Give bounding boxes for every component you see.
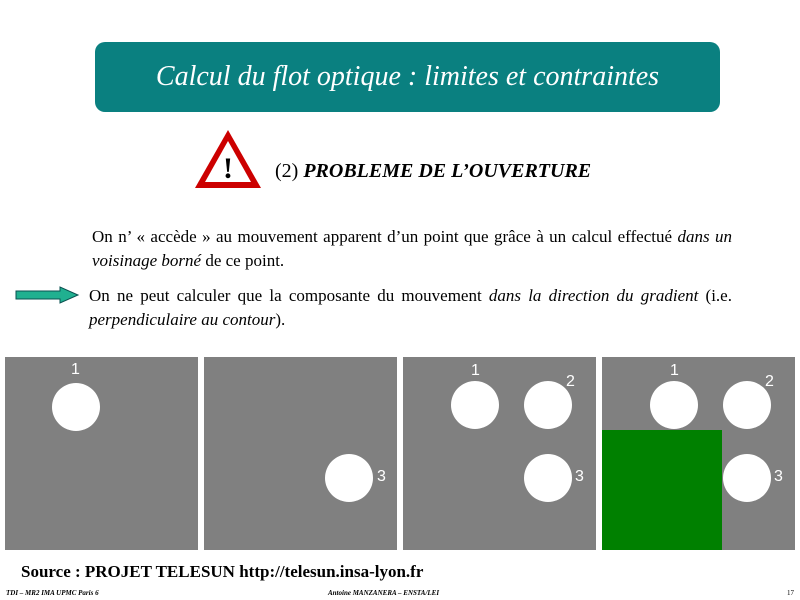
section-heading — [275, 160, 591, 183]
heading-number: (2) — [275, 160, 299, 182]
paragraph2-emphasis-contour: perpendiculaire au contour — [89, 310, 276, 329]
circle-3 — [524, 454, 572, 502]
heading-text: PROBLEME DE L’OUVERTURE — [303, 160, 592, 182]
warning-symbol: ! — [223, 152, 233, 185]
paragraph-gradient — [89, 284, 732, 332]
circle-1 — [650, 381, 698, 429]
slide-title: Calcul du flot optique : limites et contraintes — [155, 61, 660, 92]
paragraph2-text-end: ). — [275, 310, 286, 329]
circle-label-2: 2 — [765, 373, 774, 390]
warning-triangle-icon — [193, 128, 263, 190]
circle-label-3: 3 — [774, 468, 783, 485]
title-banner — [95, 42, 720, 112]
circle-label-3: 3 — [575, 468, 584, 485]
green-square — [602, 430, 722, 550]
circle-3 — [723, 454, 771, 502]
paragraph2-text: On ne peut calculer que la composante du mouvement — [89, 286, 489, 305]
source-credit: Source : PROJET TELESUN http://telesun.insa-lyon.fr — [21, 562, 424, 581]
circle-1 — [52, 383, 100, 431]
circle-label-1: 1 — [471, 362, 480, 379]
circle-2 — [723, 381, 771, 429]
right-arrow-icon — [14, 286, 80, 304]
paragraph2-emphasis-direction: dans la direction du gradient — [488, 286, 699, 305]
paragraph-neighborhood — [92, 225, 732, 273]
paragraph1-emphasis: dans un voisinage borné — [92, 227, 732, 270]
footer-author: Antoine MANZANERA – ENSTA/LEI — [328, 589, 440, 597]
paragraph1-text: On n’ « accède » au mouvement apparent d’un point que grâce à un calcul effectué — [92, 227, 678, 246]
image-panel-frame-1 — [5, 357, 198, 550]
image-panel-frame-2 — [204, 357, 397, 550]
circle-2 — [524, 381, 572, 429]
image-panel-aperture — [602, 357, 795, 550]
footer-course: TDI – MR2 IMA UPMC Paris 6 — [6, 589, 99, 597]
image-panel-combined — [403, 357, 596, 550]
circle-label-1: 1 — [71, 361, 80, 378]
paragraph1-text-end: de ce point. — [201, 251, 285, 270]
circle-3 — [325, 454, 373, 502]
circle-label-2: 2 — [566, 373, 575, 390]
paragraph2-text-mid: (i.e. — [698, 286, 732, 305]
page-number: 17 — [787, 589, 794, 597]
circle-label-3: 3 — [377, 468, 386, 485]
circle-1 — [451, 381, 499, 429]
circle-label-1: 1 — [670, 362, 679, 379]
